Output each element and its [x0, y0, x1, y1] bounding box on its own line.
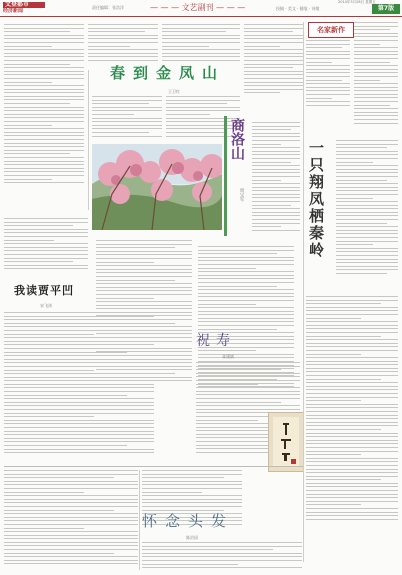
famous-text-2	[306, 40, 350, 120]
column-rule-2	[303, 22, 304, 562]
shangluo-title-box	[228, 118, 250, 180]
spring-photo	[92, 144, 222, 230]
calligraphy-image	[268, 412, 304, 472]
shangluo-text-a	[252, 122, 300, 242]
phoenix-text-right	[336, 140, 398, 290]
blossom-photo-svg	[92, 144, 222, 230]
newspaper-logo	[3, 2, 45, 14]
phoenix-title: 一只翔凤栖秦岭	[307, 140, 325, 259]
phoenix-title-box	[306, 140, 330, 270]
hair-text	[142, 542, 302, 572]
shangluo-author: 周宝军	[239, 188, 244, 202]
famous-side-text	[354, 22, 398, 132]
left-mid-text	[4, 218, 88, 278]
right-top-text	[244, 24, 304, 104]
famous-author-box	[308, 22, 354, 38]
right-lower-text	[306, 296, 398, 536]
hair-author: 陈治国	[186, 535, 198, 540]
spring-author: 王卫红	[168, 89, 180, 94]
reading-title: 我读贾平凹	[14, 284, 74, 297]
logo-top-text: 文登都市	[3, 2, 45, 8]
page-badge: 第7版	[372, 4, 400, 14]
section-name: 文艺副刊	[181, 3, 214, 12]
shangluo-title: 商洛山	[229, 118, 245, 160]
section-dash-right: — — —	[213, 3, 246, 12]
spring-text-left	[92, 96, 162, 144]
column-rule-3	[139, 470, 140, 570]
section-dash-left: — — —	[150, 3, 182, 12]
blessing-title: 祝寿	[196, 333, 236, 349]
masthead-rule	[0, 16, 402, 17]
bottom-divider	[4, 466, 304, 467]
reading-author: 宋飞涛	[40, 303, 52, 308]
left-article-text	[4, 24, 84, 214]
editor-info: 责任编辑：张浩洋	[92, 5, 124, 10]
calligraphy-svg	[269, 413, 303, 471]
spring-title-block	[92, 62, 242, 88]
bottom-text-left	[4, 470, 138, 572]
logo-bottom-text: 经济新闻	[3, 8, 24, 14]
blessing-author: 张建斌	[222, 354, 234, 359]
hair-title: 怀念头发	[142, 512, 235, 530]
issue-date: 2014年3月28日 星期五	[338, 0, 376, 4]
reading-title-block	[14, 282, 94, 302]
green-divider-bar	[224, 116, 227, 236]
column-rule-1	[88, 70, 89, 210]
section-title	[150, 2, 245, 13]
column-tags: 投稿 · 美文 · 随笔 · 诗歌	[276, 6, 320, 11]
center-text-a	[96, 240, 192, 390]
spring-title: 春到金凤山	[110, 64, 226, 82]
blessing-title-block	[196, 330, 256, 354]
famous-title: 名家新作	[317, 26, 345, 34]
hair-title-block	[142, 510, 252, 534]
